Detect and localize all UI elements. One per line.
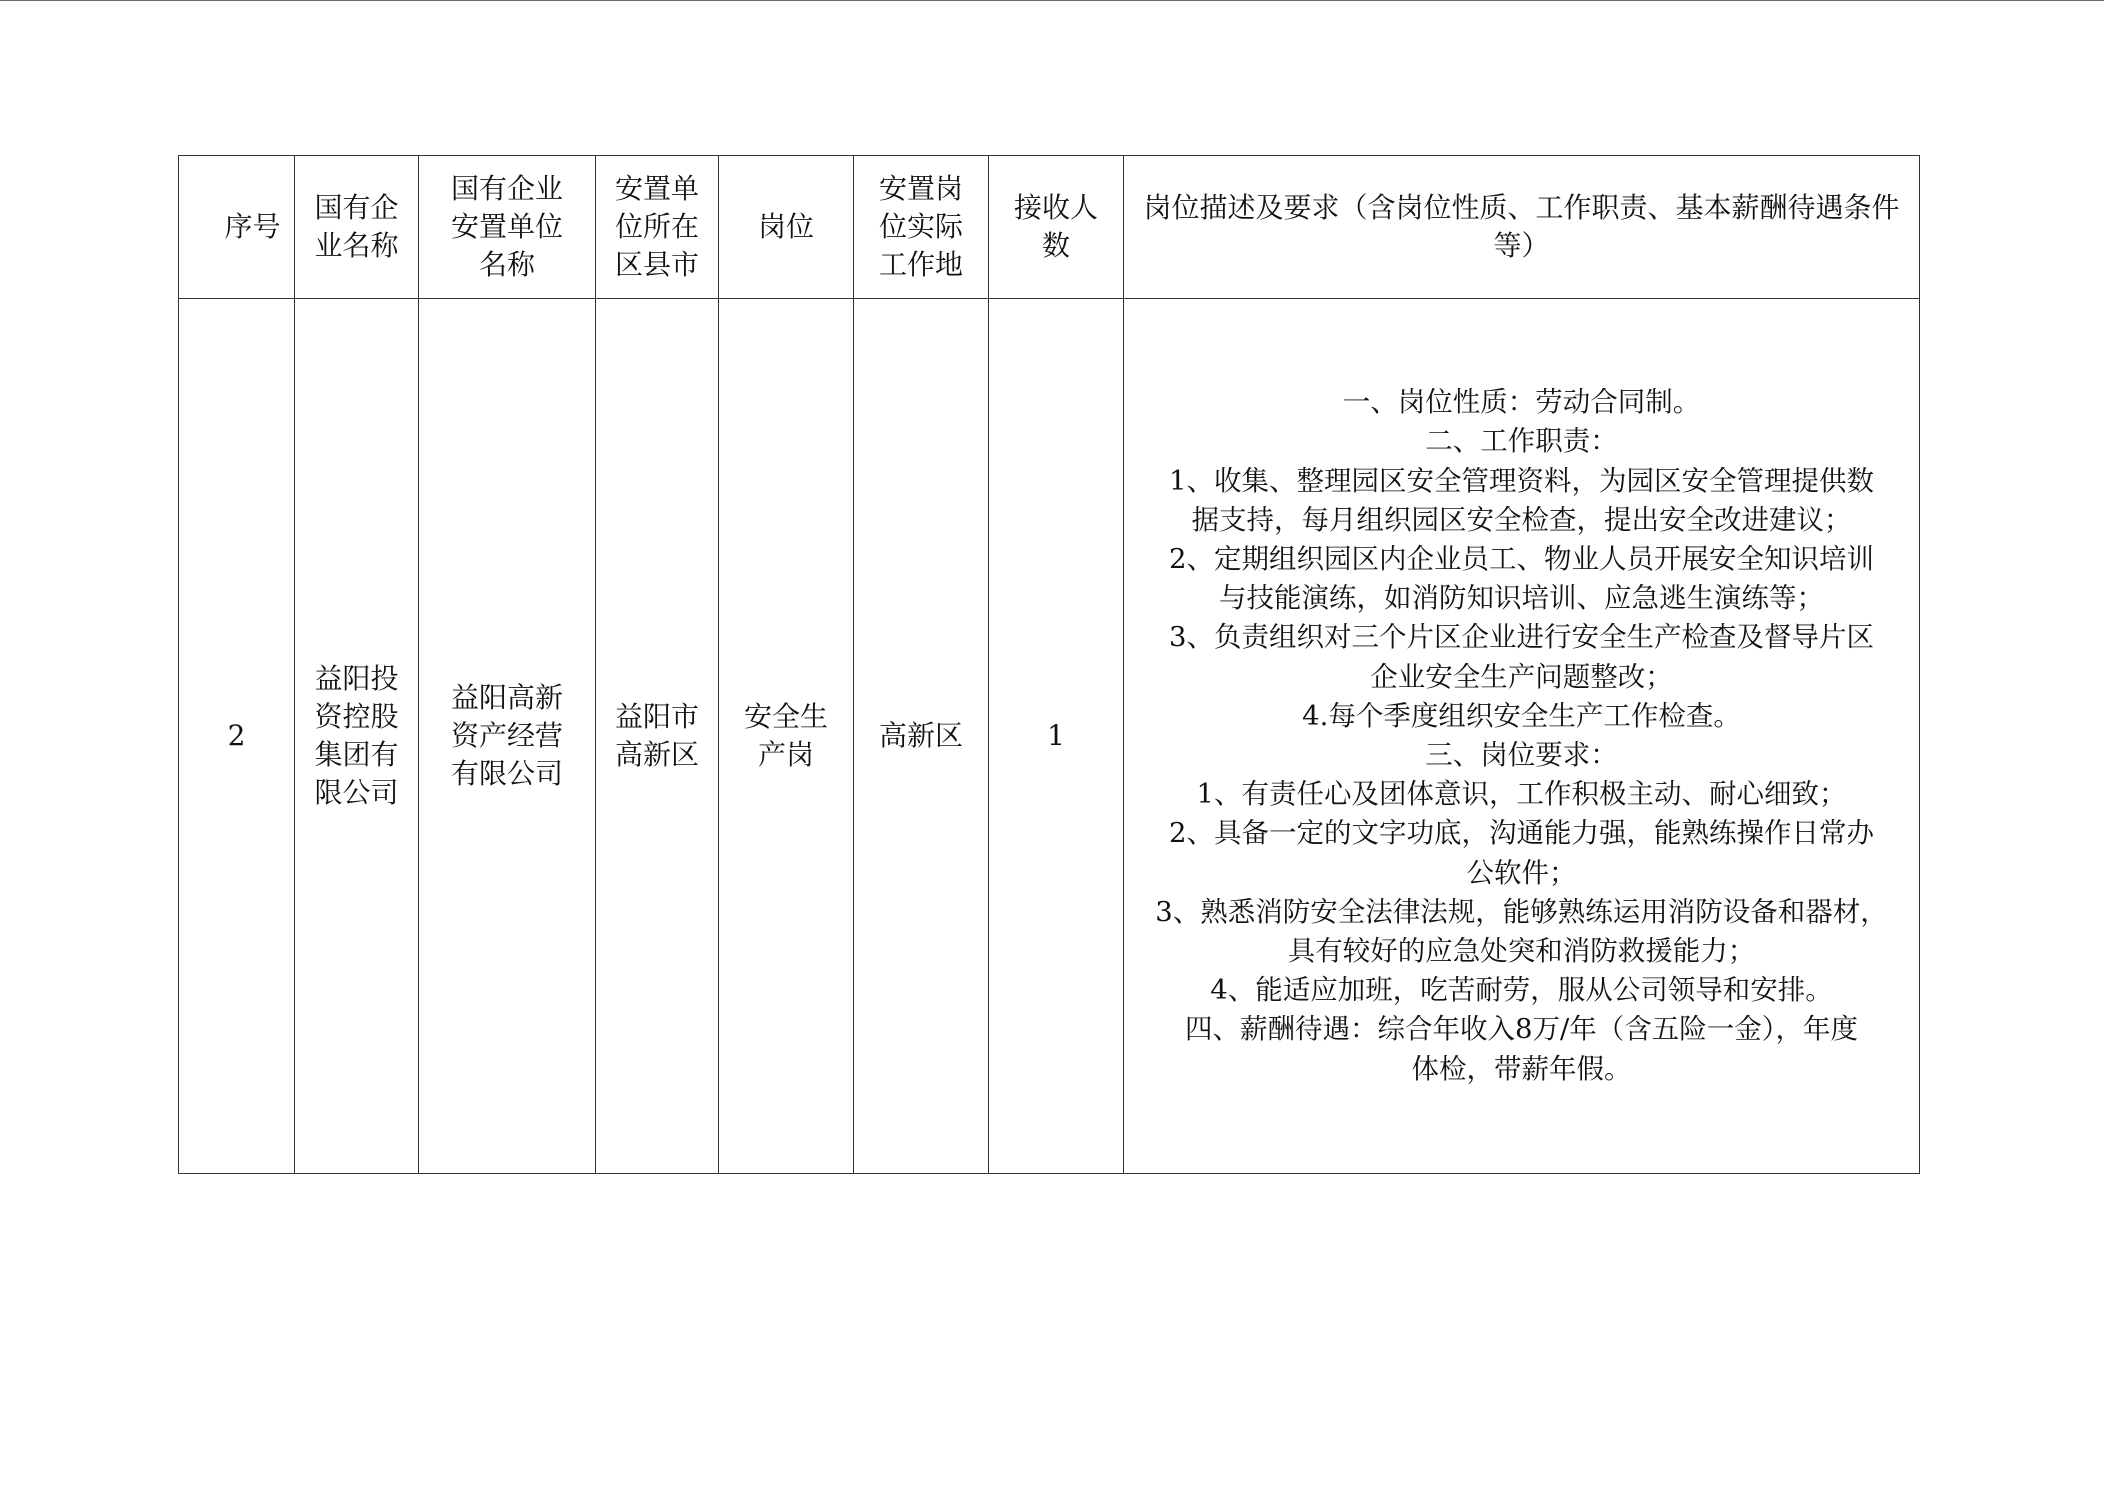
header-location [854,156,989,299]
header-seq-label: 序号 [224,210,281,243]
cell-region [596,299,719,1174]
description-line: 三、岗位要求： [1425,739,1618,771]
description-line: 1、有责任心及团体意识，工作积极主动、耐心细致； [1196,778,1847,811]
header-company [295,156,419,299]
cell-post [719,299,854,1174]
job-posting-table [178,155,1920,1174]
header-count [989,156,1124,299]
description-line: 与技能演练，如消防知识培训、应急逃生演练等； [1219,582,1824,615]
header-location-label: 安置岗位实际工作地 [878,172,963,281]
description-line: 4.每个季度组织安全生产工作检查。 [1302,699,1741,732]
description-line: 一、岗位性质：劳动合同制。 [1342,386,1701,419]
header-region [596,156,719,299]
cell-count [989,299,1124,1174]
cell-seq [179,299,295,1174]
description-line: 企业安全生产问题整改； [1370,660,1673,693]
description-text [1124,383,1919,1089]
location-value: 高新区 [878,719,963,752]
cell-company [295,299,419,1174]
header-unit-label: 国有企业安置单位名称 [450,172,563,281]
description-line: 具有较好的应急处突和消防救援能力； [1287,935,1756,968]
description-line: 体检，带薪年假。 [1411,1052,1632,1085]
cell-location [854,299,989,1174]
header-description [1124,156,1920,299]
description-line: 四、薪酬待遇：综合年收入8万/年（含五险一金），年度 [1184,1013,1858,1046]
header-count-label: 接收人数 [1013,191,1098,262]
header-seq [179,156,295,299]
table-row [179,299,1920,1174]
cell-unit [419,299,596,1174]
header-post-label: 岗位 [757,210,814,243]
description-line: 公软件； [1466,856,1577,889]
page-top-border [0,0,2104,1]
header-company-label: 国有企业名称 [314,191,399,262]
header-region-label: 安置单位所在区县市 [614,172,699,281]
description-line: 2、定期组织园区内企业员工、物业人员开展安全知识培训 [1169,542,1874,575]
header-description-label: 岗位描述及要求（含岗位性质、工作职责、基本薪酬待遇条件等） [1143,191,1900,262]
company-value: 益阳投资控股集团有限公司 [314,662,399,809]
count-value: 1 [1047,719,1065,752]
description-line: 据支持，每月组织园区安全检查，提出安全改进建议； [1191,503,1852,536]
unit-value: 益阳高新资产经营有限公司 [450,681,563,790]
header-post [719,156,854,299]
description-line: 1、收集、整理园区安全管理资料，为园区安全管理提供数 [1169,464,1874,497]
header-unit [419,156,596,299]
description-line: 二、工作职责： [1425,425,1618,458]
description-line: 2、具备一定的文字功底，沟通能力强，能熟练操作日常办 [1169,817,1874,850]
region-value: 益阳市高新区 [614,700,699,771]
description-line: 4、能适应加班，吃苦耐劳，服从公司领导和安排。 [1210,974,1833,1007]
description-line: 3、负责组织对三个片区企业进行安全生产检查及督导片区 [1169,621,1874,654]
post-value: 安全生产岗 [743,700,828,771]
description-line: 3、熟悉消防安全法律法规，能够熟练运用消防设备和器材， [1155,895,1888,928]
cell-description [1124,299,1920,1174]
table-header-row [179,156,1920,299]
seq-value: 2 [227,719,246,752]
